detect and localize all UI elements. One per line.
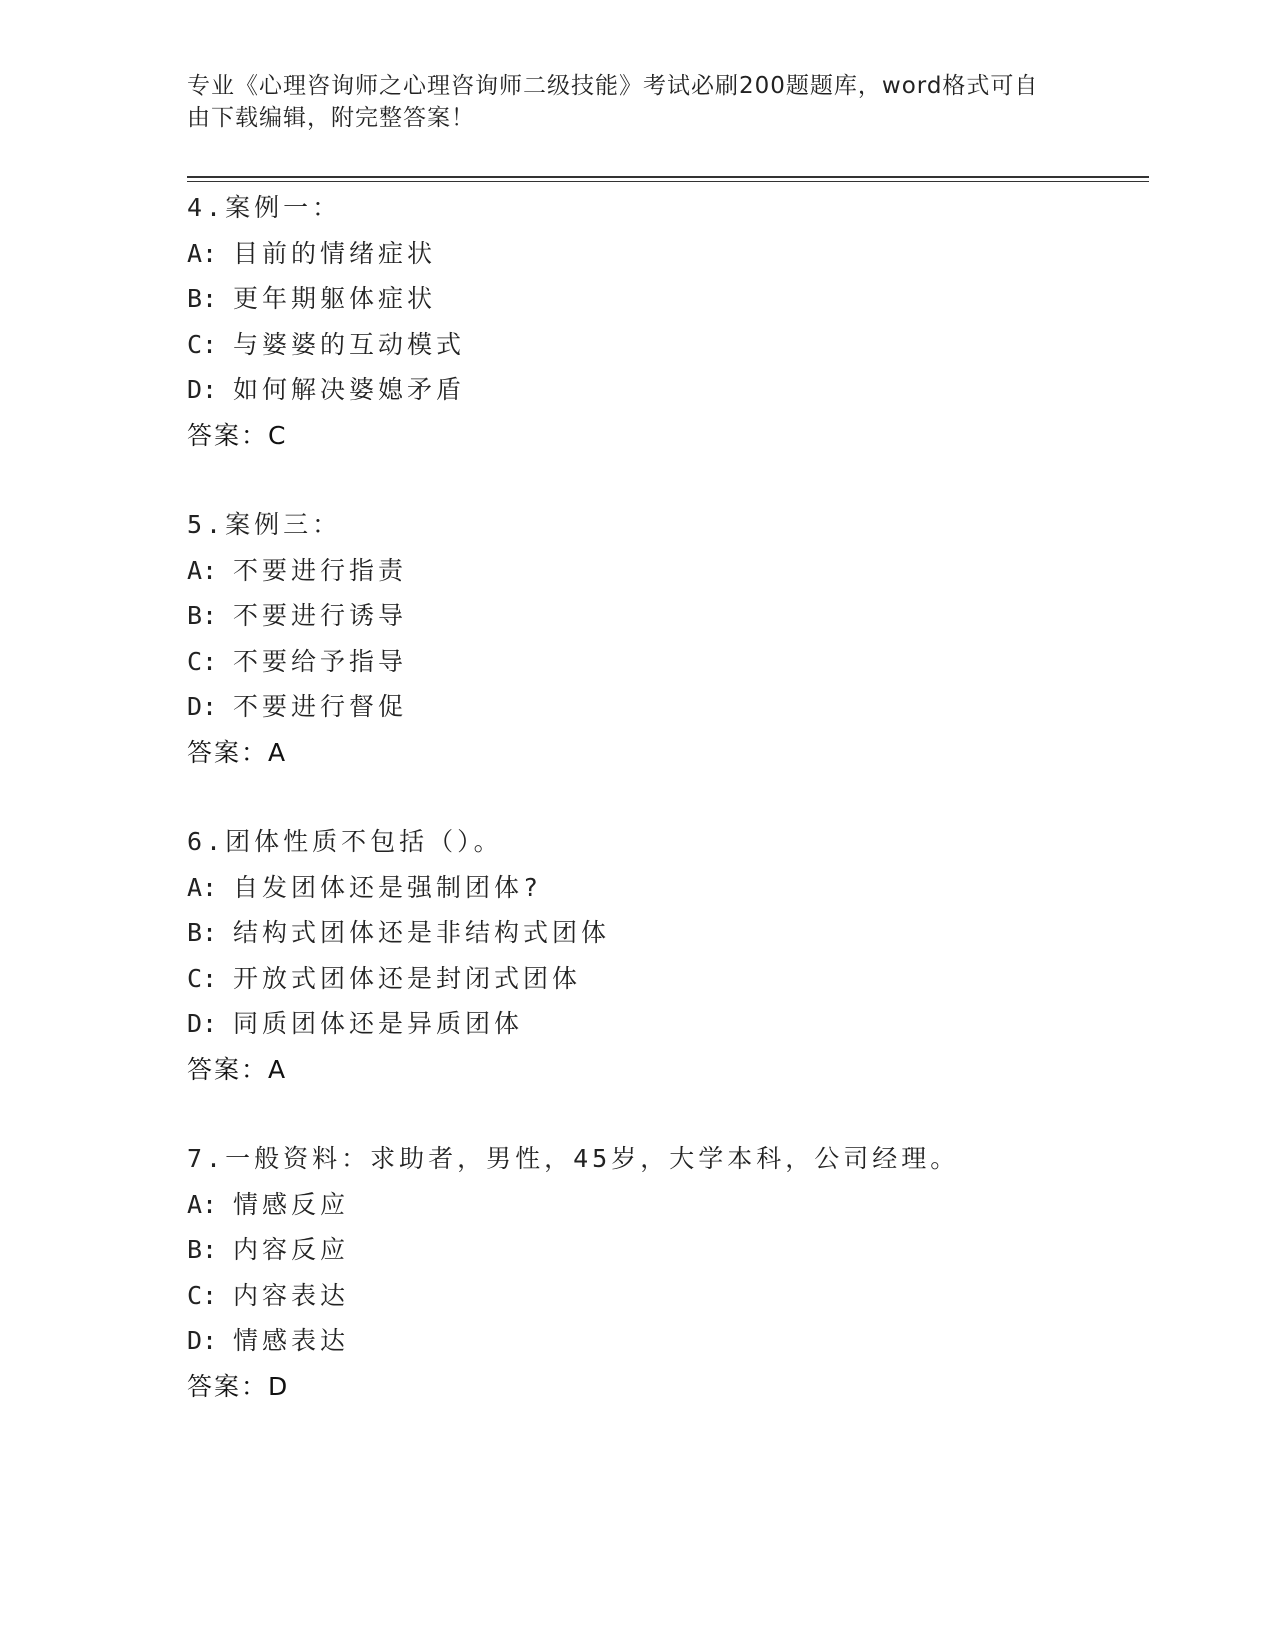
option-label: B: xyxy=(187,284,218,313)
option-d xyxy=(187,1001,1087,1047)
header-line-1: 专业《心理咨询师之心理咨询师二级技能》考试必刷200题题库，word格式可自 xyxy=(187,73,1039,99)
option-label: C: xyxy=(187,1280,218,1310)
option-label: C: xyxy=(187,963,218,993)
question-stem: 4.案例一： xyxy=(187,193,342,222)
question-4 xyxy=(187,185,1087,458)
option-text: 更年期躯体症状 xyxy=(233,284,437,313)
option-label: C: xyxy=(187,646,218,676)
option-text: 如何解决婆媳矛盾 xyxy=(233,375,466,404)
question-6 xyxy=(187,819,1087,1092)
option-label: D: xyxy=(187,1326,218,1355)
option-d xyxy=(187,684,1087,730)
option-text: 目前的情绪症状 xyxy=(233,238,437,268)
option-text: 结构式团体还是非结构式团体 xyxy=(233,918,611,947)
option-d xyxy=(187,1318,1087,1364)
option-label: D: xyxy=(187,375,218,404)
option-a xyxy=(187,1182,1087,1228)
option-label: A: xyxy=(187,555,218,585)
answer-text: 答案：C xyxy=(187,420,288,450)
option-text: 同质团体还是异质团体 xyxy=(233,1009,524,1038)
option-b xyxy=(187,276,1087,322)
option-text: 内容反应 xyxy=(233,1235,350,1264)
question-7 xyxy=(187,1136,1087,1409)
option-text: 自发团体还是强制团体? xyxy=(233,872,543,902)
option-label: A: xyxy=(187,238,218,268)
header-line-2: 由下载编辑，附完整答案！ xyxy=(187,105,475,131)
option-label: D: xyxy=(187,1009,218,1038)
option-c xyxy=(187,1273,1087,1319)
option-text: 情感表达 xyxy=(233,1326,350,1355)
option-text: 开放式团体还是封闭式团体 xyxy=(233,963,582,993)
option-c xyxy=(187,322,1087,368)
header-divider-thin xyxy=(187,181,1149,182)
option-a xyxy=(187,548,1087,594)
question-stem: 5.案例三： xyxy=(187,510,342,539)
question-stem: 7.一般资料：求助者，男性，45岁，大学本科，公司经理。 xyxy=(187,1144,960,1173)
question-stem: 6.团体性质不包括（）。 xyxy=(187,827,503,856)
answer-text: 答案：A xyxy=(187,1054,288,1084)
option-text: 与婆婆的互动模式 xyxy=(233,329,466,359)
document-header xyxy=(187,70,1067,134)
option-text: 内容表达 xyxy=(233,1280,350,1310)
option-d xyxy=(187,367,1087,413)
option-label: D: xyxy=(187,692,218,721)
option-text: 不要进行指责 xyxy=(233,555,408,585)
option-a xyxy=(187,865,1087,911)
option-label: C: xyxy=(187,329,218,359)
answer-text: 答案：D xyxy=(187,1371,290,1401)
header-divider-thick xyxy=(187,176,1149,178)
option-text: 情感反应 xyxy=(233,1189,350,1219)
option-label: B: xyxy=(187,918,218,947)
option-c xyxy=(187,956,1087,1002)
answer-text: 答案：A xyxy=(187,737,288,767)
option-c xyxy=(187,639,1087,685)
option-b xyxy=(187,593,1087,639)
option-b xyxy=(187,1227,1087,1273)
option-label: A: xyxy=(187,1189,218,1219)
option-label: A: xyxy=(187,872,218,902)
option-text: 不要给予指导 xyxy=(233,646,408,676)
option-text: 不要进行督促 xyxy=(233,692,408,721)
option-text: 不要进行诱导 xyxy=(233,601,408,630)
option-b xyxy=(187,910,1087,956)
option-a xyxy=(187,231,1087,277)
question-5 xyxy=(187,502,1087,775)
option-label: B: xyxy=(187,601,218,630)
option-label: B: xyxy=(187,1235,218,1264)
